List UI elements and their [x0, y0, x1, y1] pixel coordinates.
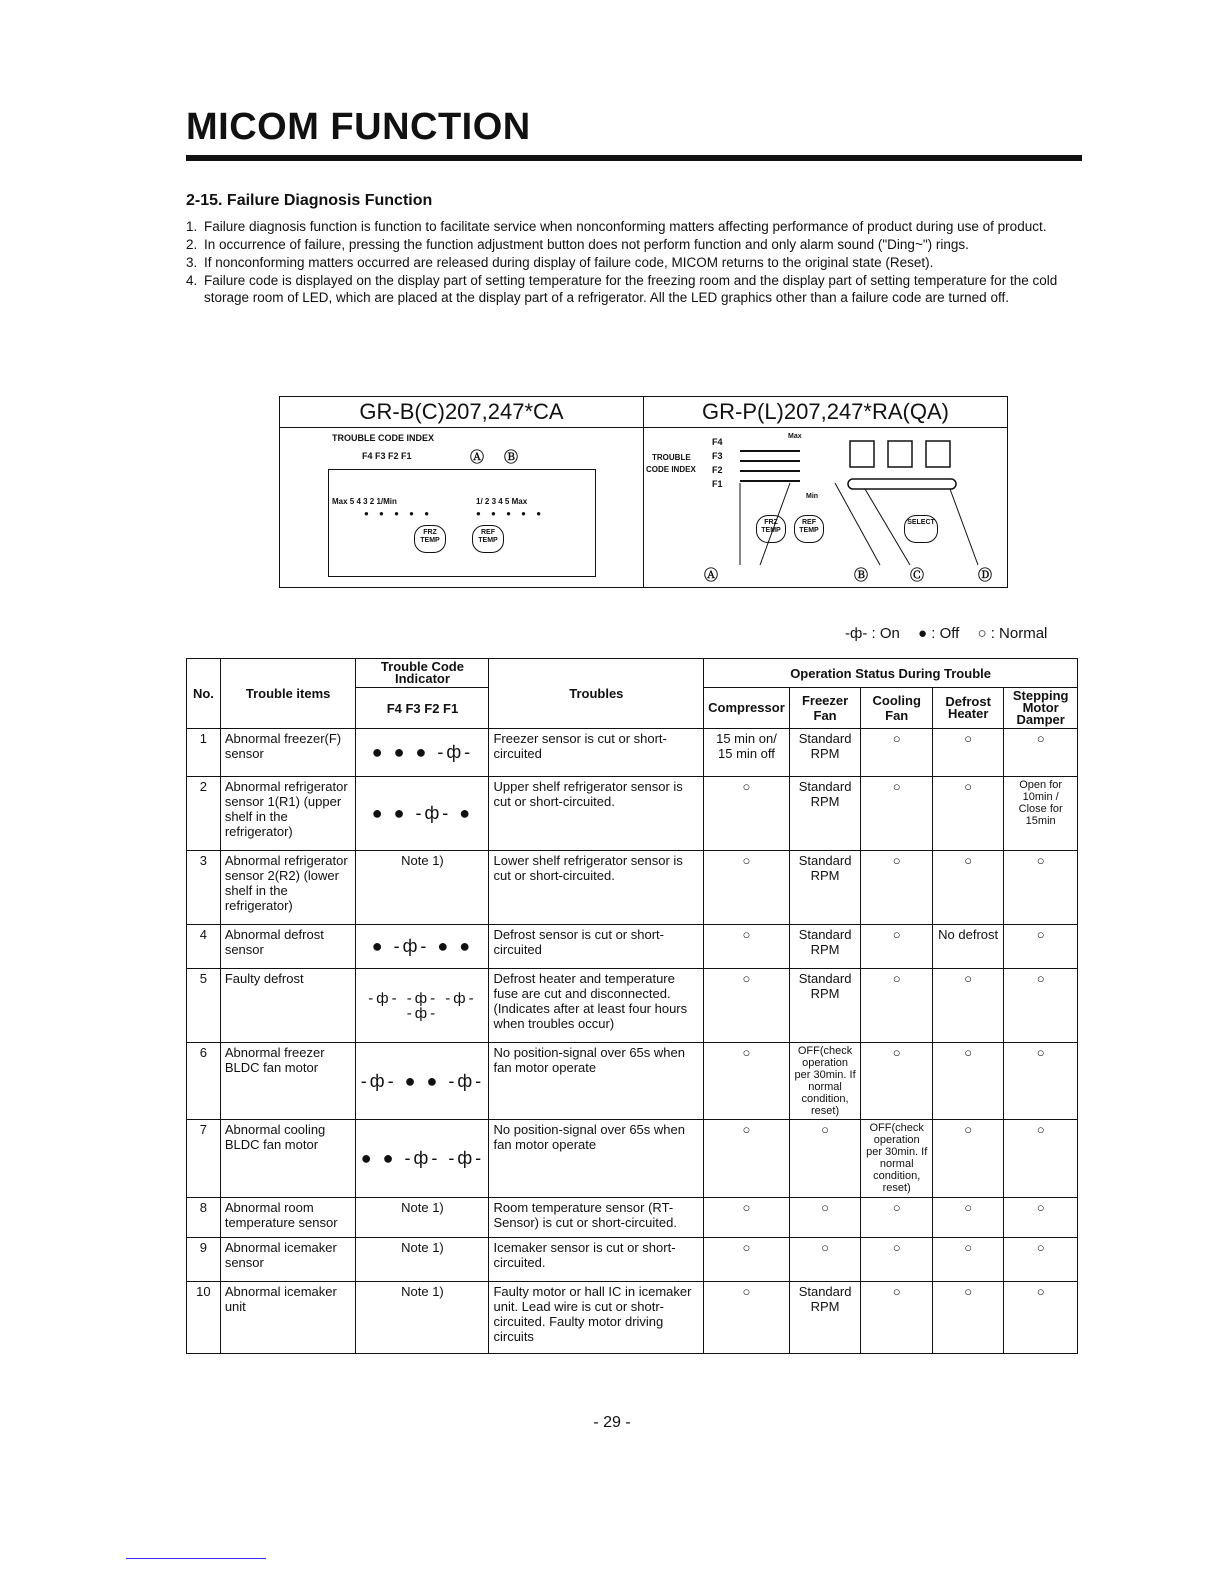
row-number: 8: [187, 1198, 221, 1238]
trouble-indicator: ● ● -ф- ●: [356, 777, 489, 851]
table-body: [187, 729, 1078, 1354]
title-rule: [186, 155, 1082, 161]
intro-item: [186, 218, 1086, 235]
trouble-indicator: Note 1): [356, 1238, 489, 1282]
damper-status: ○: [1004, 969, 1078, 1043]
compressor-status: ○: [704, 1043, 790, 1120]
cooling-fan-status: ○: [861, 1238, 933, 1282]
damper-status: Open for 10min / Close for 15min: [1004, 777, 1078, 851]
table-row: [187, 1043, 1078, 1120]
row-number: 2: [187, 777, 221, 851]
defrost-heater-status: ○: [933, 1043, 1004, 1120]
table-row: [187, 1282, 1078, 1354]
table-row: [187, 969, 1078, 1043]
compressor-status: ○: [704, 1120, 790, 1198]
trouble-description: Defrost sensor is cut or short-circuited: [489, 925, 704, 969]
header-items: Trouble items: [220, 659, 356, 729]
trouble-item: Abnormal defrost sensor: [220, 925, 356, 969]
header-troubles: Troubles: [489, 659, 704, 729]
models-diagram: [279, 396, 1008, 588]
damper-status: ○: [1004, 1120, 1078, 1198]
trouble-item: Abnormal refrigerator sensor 2(R2) (lower shelf in the refrigerator): [220, 851, 356, 925]
defrost-heater-status: ○: [933, 1120, 1004, 1198]
trouble-description: Upper shelf refrigerator sensor is cut or short-circuited.: [489, 777, 704, 851]
f2-label: F2: [712, 465, 723, 475]
marker-a-right: Ⓐ: [704, 567, 718, 583]
header-stepping-damper: Stepping Motor Damper: [1004, 688, 1078, 729]
trouble-item: Abnormal icemaker sensor: [220, 1238, 356, 1282]
freezer-fan-status: Standard RPM: [789, 729, 861, 777]
freezer-fan-status: Standard RPM: [789, 969, 861, 1043]
defrost-heater-status: ○: [933, 969, 1004, 1043]
intro-item: [186, 254, 1086, 271]
intro-text: Failure code is displayed on the display part of setting temperature for the freezing room and the display part of setting temperature for the cold storage room of LED, which are placed at the display part of a refrigerator. All the LED graphics other than a failure code are turned off.: [204, 273, 1058, 305]
scale-right: 1/ 2 3 4 5 Max: [476, 497, 528, 506]
intro-num: 2.: [186, 237, 198, 252]
trouble-indicator: -ф- -ф- -ф- -ф-: [356, 969, 489, 1043]
intro-text: If nonconforming matters occurred are released during display of failure code, MICOM returns to the original state (Reset).: [204, 255, 934, 270]
header-defrost-heater: Defrost Heater: [933, 688, 1004, 729]
defrost-heater-status: ○: [933, 1198, 1004, 1238]
cooling-fan-status: OFF(check operation per 30min. If normal condition, reset): [861, 1120, 933, 1198]
intro-item: [186, 272, 1086, 306]
cooling-fan-status: ○: [861, 1282, 933, 1354]
damper-status: ○: [1004, 1282, 1078, 1354]
trouble-indicator: -ф- ● ● -ф-: [356, 1043, 489, 1120]
trouble-item: Abnormal refrigerator sensor 1(R1) (upper shelf in the refrigerator): [220, 777, 356, 851]
trouble-item: Abnormal icemaker unit: [220, 1282, 356, 1354]
marker-b: Ⓑ: [504, 449, 518, 465]
table-row: [187, 925, 1078, 969]
trouble-description: Faulty motor or hall IC in icemaker unit. Lead wire is cut or shotr-circuited. Faulty motor driving circuits: [489, 1282, 704, 1354]
legend-normal: ○ : Normal: [977, 625, 1048, 642]
footer-line: [126, 1558, 266, 1559]
header-f-cols: F4 F3 F2 F1: [356, 688, 489, 729]
defrost-heater-status: ○: [933, 1238, 1004, 1282]
frz-temp-button: FRZ TEMP: [414, 525, 446, 553]
min-label: Min: [806, 493, 819, 500]
led-row-right: ● ● ● ● ●: [476, 509, 546, 518]
row-number: 6: [187, 1043, 221, 1120]
trouble-indicator: Note 1): [356, 1198, 489, 1238]
damper-status: ○: [1004, 851, 1078, 925]
header-indicator: Trouble Code Indicator: [356, 659, 489, 688]
freezer-fan-status: ○: [789, 1238, 861, 1282]
freezer-fan-status: OFF(check operation per 30min. If normal condition, reset): [789, 1043, 861, 1120]
intro-item: [186, 236, 1086, 253]
page-title: MICOM FUNCTION: [186, 106, 531, 148]
trouble-description: Room temperature sensor (RT-Sensor) is cut or short-circuited.: [489, 1198, 704, 1238]
compressor-status: ○: [704, 969, 790, 1043]
right-model-title: GR-P(L)207,247*RA(QA): [644, 397, 1007, 428]
marker-d-right: Ⓓ: [978, 567, 992, 583]
max-label: Max: [788, 433, 802, 440]
intro-text: Failure diagnosis function is function to facilitate service when nonconforming matters affecting performance of product during use of product.: [204, 219, 1047, 234]
trouble-description: No position-signal over 65s when fan motor operate: [489, 1120, 704, 1198]
f-labels: F4 F3 F2 F1: [362, 451, 412, 461]
left-display-frame: [328, 469, 596, 577]
led-row-left: ● ● ● ● ●: [364, 509, 434, 518]
marker-c-right: Ⓒ: [910, 567, 924, 583]
trouble-code-index-label: TROUBLE CODE INDEX: [332, 433, 435, 443]
table-row: [187, 729, 1078, 777]
compressor-status: ○: [704, 1238, 790, 1282]
row-number: 7: [187, 1120, 221, 1198]
defrost-heater-status: No defrost: [933, 925, 1004, 969]
freezer-fan-status: Standard RPM: [789, 925, 861, 969]
row-number: 5: [187, 969, 221, 1043]
row-number: 4: [187, 925, 221, 969]
code-index-label: CODE INDEX: [646, 465, 696, 474]
left-model-title: GR-B(C)207,247*CA: [280, 397, 643, 428]
defrost-heater-status: ○: [933, 729, 1004, 777]
defrost-heater-status: ○: [933, 777, 1004, 851]
ref-temp-button-right: REF TEMP: [794, 515, 824, 543]
intro-text: In occurrence of failure, pressing the function adjustment button does not perform function and only alarm sound ("Ding~") rings.: [204, 237, 969, 252]
intro-num: 1.: [186, 219, 198, 234]
trouble-description: Icemaker sensor is cut or short-circuited.: [489, 1238, 704, 1282]
trouble-item: Abnormal cooling BLDC fan motor: [220, 1120, 356, 1198]
row-number: 10: [187, 1282, 221, 1354]
compressor-status: ○: [704, 1198, 790, 1238]
table-row: [187, 1120, 1078, 1198]
table-header-row: [187, 659, 1078, 688]
page-number: - 29 -: [593, 1414, 631, 1431]
trouble-indicator: Note 1): [356, 851, 489, 925]
trouble-indicator: Note 1): [356, 1282, 489, 1354]
frz-temp-button-right: FRZ TEMP: [756, 515, 786, 543]
compressor-status: ○: [704, 925, 790, 969]
intro-num: 4.: [186, 273, 198, 288]
freezer-fan-status: ○: [789, 1198, 861, 1238]
trouble-indicator: ● ● ● -ф-: [356, 729, 489, 777]
trouble-label: TROUBLE: [652, 453, 691, 462]
marker-b-right: Ⓑ: [854, 567, 868, 583]
damper-status: ○: [1004, 729, 1078, 777]
header-no: No.: [187, 659, 221, 729]
legend-off: ● : Off: [918, 625, 960, 642]
trouble-item: Abnormal freezer(F) sensor: [220, 729, 356, 777]
header-freezer-fan: Freezer Fan: [789, 688, 861, 729]
compressor-status: ○: [704, 1282, 790, 1354]
damper-status: ○: [1004, 1043, 1078, 1120]
legend: [845, 625, 1061, 642]
select-button: SELECT: [904, 515, 938, 543]
row-number: 3: [187, 851, 221, 925]
freezer-fan-status: Standard RPM: [789, 1282, 861, 1354]
cooling-fan-status: ○: [861, 851, 933, 925]
defrost-heater-status: ○: [933, 851, 1004, 925]
trouble-table: [186, 658, 1078, 1354]
header-cooling-fan: Cooling Fan: [861, 688, 933, 729]
scale-left: Max 5 4 3 2 1/Min: [332, 497, 397, 506]
legend-on: -ф- : On: [845, 625, 900, 642]
damper-status: ○: [1004, 925, 1078, 969]
damper-status: ○: [1004, 1238, 1078, 1282]
compressor-status: ○: [704, 851, 790, 925]
trouble-indicator: ● -ф- ● ●: [356, 925, 489, 969]
trouble-item: Faulty defrost: [220, 969, 356, 1043]
table-row: [187, 1198, 1078, 1238]
trouble-indicator: ● ● -ф- -ф-: [356, 1120, 489, 1198]
ref-temp-button: REF TEMP: [472, 525, 504, 553]
cooling-fan-status: ○: [861, 969, 933, 1043]
section-heading: 2-15. Failure Diagnosis Function: [186, 192, 433, 209]
table-row: [187, 777, 1078, 851]
f4-label: F4: [712, 437, 723, 447]
trouble-item: Abnormal room temperature sensor: [220, 1198, 356, 1238]
cooling-fan-status: ○: [861, 729, 933, 777]
model-divider: [643, 397, 644, 587]
trouble-item: Abnormal freezer BLDC fan motor: [220, 1043, 356, 1120]
cooling-fan-status: ○: [861, 925, 933, 969]
intro-list: [186, 218, 1086, 307]
defrost-heater-status: ○: [933, 1282, 1004, 1354]
row-number: 1: [187, 729, 221, 777]
trouble-description: Lower shelf refrigerator sensor is cut or short-circuited.: [489, 851, 704, 925]
f1-label: F1: [712, 479, 723, 489]
trouble-description: Freezer sensor is cut or short-circuited: [489, 729, 704, 777]
cooling-fan-status: ○: [861, 1043, 933, 1120]
cooling-fan-status: ○: [861, 777, 933, 851]
freezer-fan-status: Standard RPM: [789, 777, 861, 851]
trouble-description: No position-signal over 65s when fan motor operate: [489, 1043, 704, 1120]
trouble-description: Defrost heater and temperature fuse are cut and disconnected. (Indicates after at least four hours when troubles occur): [489, 969, 704, 1043]
freezer-fan-status: ○: [789, 1120, 861, 1198]
table-row: [187, 1238, 1078, 1282]
intro-num: 3.: [186, 255, 198, 270]
table-row: [187, 851, 1078, 925]
damper-status: ○: [1004, 1198, 1078, 1238]
cooling-fan-status: ○: [861, 1198, 933, 1238]
row-number: 9: [187, 1238, 221, 1282]
compressor-status: ○: [704, 777, 790, 851]
header-status: Operation Status During Trouble: [704, 659, 1078, 688]
right-panel-graphics: [730, 433, 990, 583]
marker-a: Ⓐ: [470, 449, 484, 465]
header-compressor: Compressor: [704, 688, 790, 729]
compressor-status: 15 min on/ 15 min off: [704, 729, 790, 777]
freezer-fan-status: Standard RPM: [789, 851, 861, 925]
f3-label: F3: [712, 451, 723, 461]
